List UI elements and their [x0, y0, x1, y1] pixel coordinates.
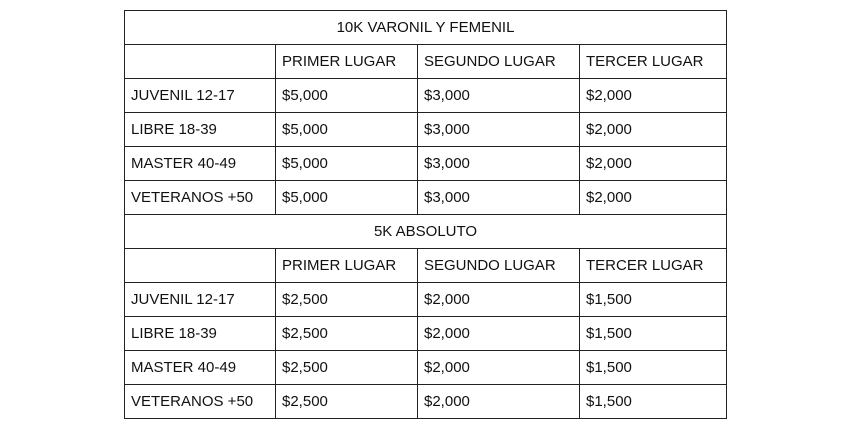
category-cell: JUVENIL 12-17	[125, 283, 276, 317]
prize-cell: $5,000	[276, 181, 418, 215]
table-row	[125, 385, 727, 419]
section-title: 5K ABSOLUTO	[125, 215, 727, 249]
category-cell: LIBRE 18-39	[125, 113, 276, 147]
header-cell-third-place: TERCER LUGAR	[580, 249, 727, 283]
table-row	[125, 147, 727, 181]
prize-cell: $2,500	[276, 385, 418, 419]
table-row	[125, 79, 727, 113]
prize-cell: $5,000	[276, 79, 418, 113]
prize-cell: $3,000	[418, 79, 580, 113]
header-cell-second-place: SEGUNDO LUGAR	[418, 249, 580, 283]
prize-cell: $3,000	[418, 181, 580, 215]
table-row	[125, 113, 727, 147]
section-title-row	[125, 11, 727, 45]
prize-cell: $1,500	[580, 283, 727, 317]
prize-cell: $2,000	[580, 79, 727, 113]
category-cell: LIBRE 18-39	[125, 317, 276, 351]
table-row	[125, 317, 727, 351]
prize-cell: $2,000	[580, 113, 727, 147]
prize-cell: $5,000	[276, 113, 418, 147]
category-cell: JUVENIL 12-17	[125, 79, 276, 113]
table-row	[125, 351, 727, 385]
prize-cell: $2,000	[418, 317, 580, 351]
prize-cell: $2,000	[418, 385, 580, 419]
category-cell: VETERANOS +50	[125, 385, 276, 419]
category-cell: MASTER 40-49	[125, 351, 276, 385]
prize-cell: $5,000	[276, 147, 418, 181]
prize-cell: $1,500	[580, 351, 727, 385]
prize-cell: $2,000	[418, 283, 580, 317]
table-header-row	[125, 45, 727, 79]
header-cell-category	[125, 249, 276, 283]
prize-cell: $3,000	[418, 113, 580, 147]
prize-cell: $3,000	[418, 147, 580, 181]
prize-cell: $2,500	[276, 351, 418, 385]
prize-table	[124, 10, 727, 419]
table-row	[125, 283, 727, 317]
section-title-row	[125, 215, 727, 249]
prize-cell: $1,500	[580, 317, 727, 351]
header-cell-third-place: TERCER LUGAR	[580, 45, 727, 79]
prize-cell: $2,000	[418, 351, 580, 385]
prize-cell: $2,000	[580, 181, 727, 215]
section-title: 10K VARONIL Y FEMENIL	[125, 11, 727, 45]
prize-cell: $2,000	[580, 147, 727, 181]
table-header-row	[125, 249, 727, 283]
header-cell-first-place: PRIMER LUGAR	[276, 45, 418, 79]
header-cell-second-place: SEGUNDO LUGAR	[418, 45, 580, 79]
header-cell-first-place: PRIMER LUGAR	[276, 249, 418, 283]
prize-cell: $2,500	[276, 283, 418, 317]
category-cell: MASTER 40-49	[125, 147, 276, 181]
category-cell: VETERANOS +50	[125, 181, 276, 215]
table-row	[125, 181, 727, 215]
prize-cell: $1,500	[580, 385, 727, 419]
header-cell-category	[125, 45, 276, 79]
prize-cell: $2,500	[276, 317, 418, 351]
